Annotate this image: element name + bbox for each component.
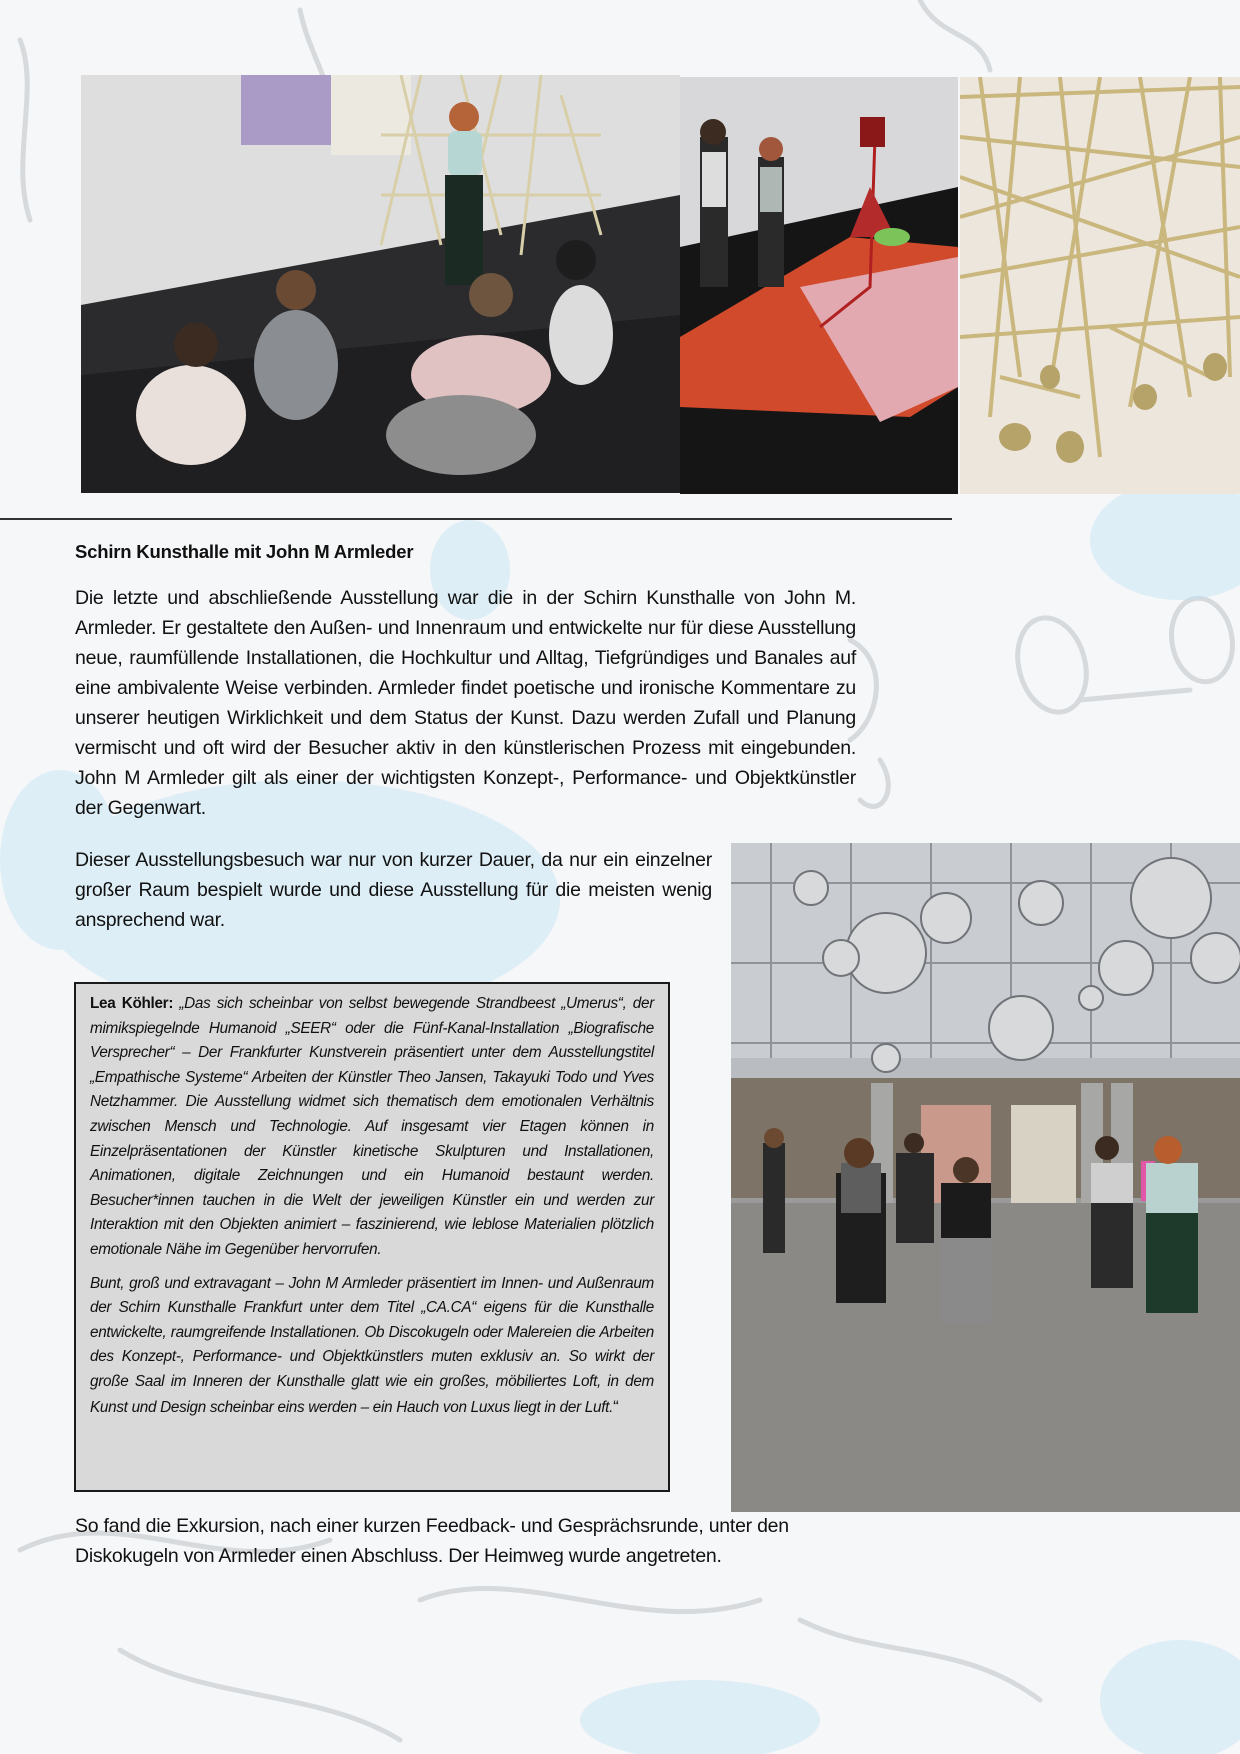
quote-box [74,982,670,1492]
quote-paragraph-2 [90,1272,654,1421]
section-divider [0,518,952,520]
section-heading: Schirn Kunsthalle mit John M Armleder [75,541,414,562]
quote-paragraph-1 [90,992,654,1263]
quote-text-2: Bunt, groß und extravagant – John M Armleder präsentiert im Innen- und Außenraum der Schirn Kunsthalle Frankfurt unter dem Titel „CA.CA“ eigens für die Kunsthalle entwickelte, raumgreifende Installationen. Ob Discokugeln oder Malereien die Arbeiten des Konzept-, Performance- und Objektkünstlers muten exklusiv an. So wirkt der große Saal im Inneren der Kunsthalle glatt wie ein großes, möbiliertes Loft, in dem Kunst und Design scheinbar eins werden – ein Hauch von Luxus liegt in der Luft. [90,1274,654,1416]
paragraph-visit: Dieser Ausstellungsbesuch war nur von kurzer Dauer, da nur ein einzelner großer Raum bespielt wurde und diese Ausstellung für die meisten wenig ansprechend war. [75,849,712,931]
photo-strandbeest-closeup [960,77,1240,494]
paragraph-intro: Die letzte und abschließende Ausstellung war die in der Schirn Kunsthalle von John M. Armleder. Er gestaltete den Außen- und Innenraum und entwickelte nur für diese Ausstellung neue, raumfüllende Installationen, die Hochkultur und Alltag, Tiefgründiges und Banales auf eine ambivalente Weise verbinden. Armleder findet poetische und ironische Kommentare zu unserer heutigen Wirklichkeit und dem Status der Kunst. Dazu werden Zufall und Planung vermischt und oft wird der Besucher aktiv in den künstlerischen Prozess mit eingebunden. John M Armleder gilt als einer der wichtigsten Konzept-, Performance- und Objektkünstler der Gegenwart. [75,587,856,819]
quote-text-1: „Das sich scheinbar von selbst bewegende Strandbeest „Umerus“, der mimikspiegelnde Humanoid „SEER“ oder die Fünf-Kanal-Installation „Biografische Versprecher“ – Der Frankfurter Kunstverein präsentiert unter dem Ausstellungstitel „Empathische Systeme“ Arbeiten der Künstler Theo Jansen, Takayuki Todo und Yves Netzhammer. Die Ausstellung widmet sich thematisch dem emotionalen Verhältnis zwischen Mensch und Technologie. Auf insgesamt vier Etagen können in Einzelpräsentationen der Künstler kinetische Skulpturen und Installationen, Animationen, digitale Zeichnungen und ein Humanoid bestaunt werden. Besucher*innen tauchen in die Welt der jeweiligen Künstler ein und werden zur Interaktion mit den Objekten animiert – faszinierend, wie leblose Materialien plötzlich emotionale Nähe im Gegenüber hervorrufen. [90,995,654,1258]
photo-group-discussion [81,75,680,493]
photo-discoballs-rotunda [731,843,1240,1512]
quote-closing-mark: “ [613,1396,619,1416]
paragraph-closing: So fand die Exkursion, nach einer kurzen Feedback- und Gesprächsrunde, unter den Diskokugeln von Armleder einen Abschluss. Der Heimweg wurde angetreten. [75,1515,789,1567]
photo-table-installation [680,77,958,494]
quote-author: Lea Köhler: [90,995,174,1012]
